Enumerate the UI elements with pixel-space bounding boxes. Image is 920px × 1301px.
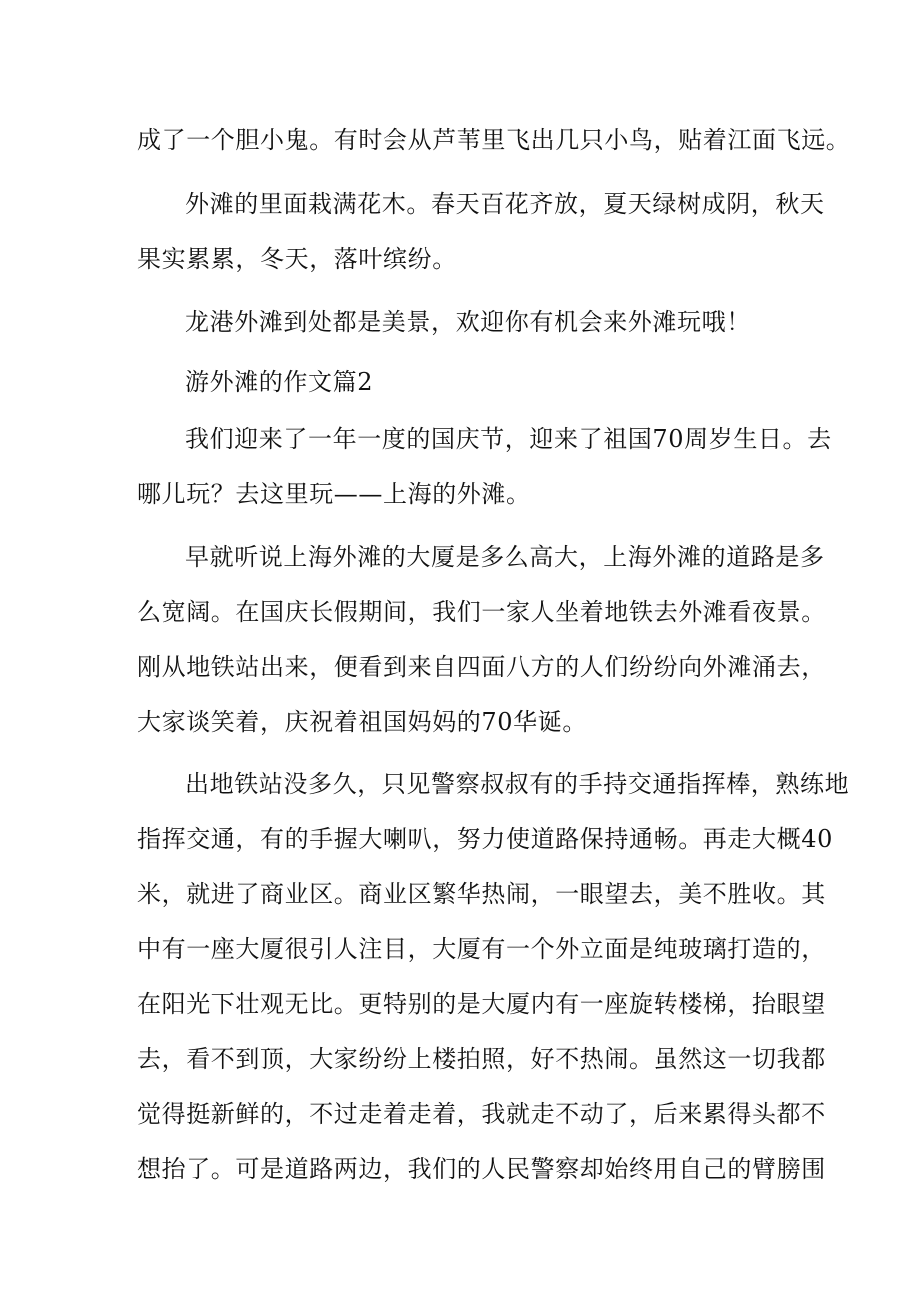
section-heading (137, 355, 802, 410)
paragraph-5 (137, 530, 826, 750)
text-line: 成了一个胆小鬼。有时会从芦苇里飞出几只小鸟，贴着江面飞远。 (137, 126, 851, 154)
text-line: 外滩的里面栽满花木。春天百花齐放，夏天绿树成阴，秋天 (185, 190, 825, 218)
text-line: 指挥交通，有的手握大喇叭，努力使道路保持通畅。再走大概40 (137, 825, 833, 853)
text-line: 么宽阔。在国庆长假期间，我们一家人坐着地铁去外滩看夜景。 (137, 598, 826, 626)
text-line: 大家谈笑着，庆祝着祖国妈妈的70华诞。 (137, 708, 587, 736)
text-line: 米，就进了商业区。商业区繁华热闹，一眼望去，美不胜收。其 (137, 880, 826, 908)
text-line: 出地铁站没多久，只见警察叔叔有的手持交通指挥棒，熟练地 (185, 770, 850, 798)
text-line: 在阳光下壮观无比。更特别的是大厦内有一座旋转楼梯，抬眼望 (137, 990, 826, 1018)
paragraph-6 (137, 757, 850, 1197)
text-line: 我们迎来了一年一度的国庆节，迎来了祖国70周岁生日。去 (185, 425, 832, 453)
heading-text: 游外滩的作文篇2 (185, 368, 374, 396)
text-line: 中有一座大厦很引人注目，大厦有一个外立面是纯玻璃打造的， (137, 935, 826, 963)
text-line: 刚从地铁站出来，便看到来自四面八方的人们纷纷向外滩涌去， (137, 653, 826, 681)
text-line: 果实累累，冬天，落叶缤纷。 (137, 245, 457, 273)
text-line: 觉得挺新鲜的，不过走着走着，我就走不动了，后来累得头都不 (137, 1100, 826, 1128)
paragraph-4 (137, 412, 832, 522)
paragraph-1 (137, 113, 851, 168)
paragraph-3 (137, 295, 802, 350)
text-line: 哪儿玩？去这里玩——上海的外滩。 (137, 480, 531, 508)
text-line: 早就听说上海外滩的大厦是多么高大，上海外滩的道路是多 (185, 543, 825, 571)
text-line: 想抬了。可是道路两边，我们的人民警察却始终用自己的臂膀围 (137, 1155, 826, 1183)
text-line: 去，看不到顶，大家纷纷上楼拍照，好不热闹。虽然这一切我都 (137, 1045, 826, 1073)
paragraph-2 (137, 177, 825, 287)
text-line: 龙港外滩到处都是美景，欢迎你有机会来外滩玩哦！ (185, 308, 751, 336)
